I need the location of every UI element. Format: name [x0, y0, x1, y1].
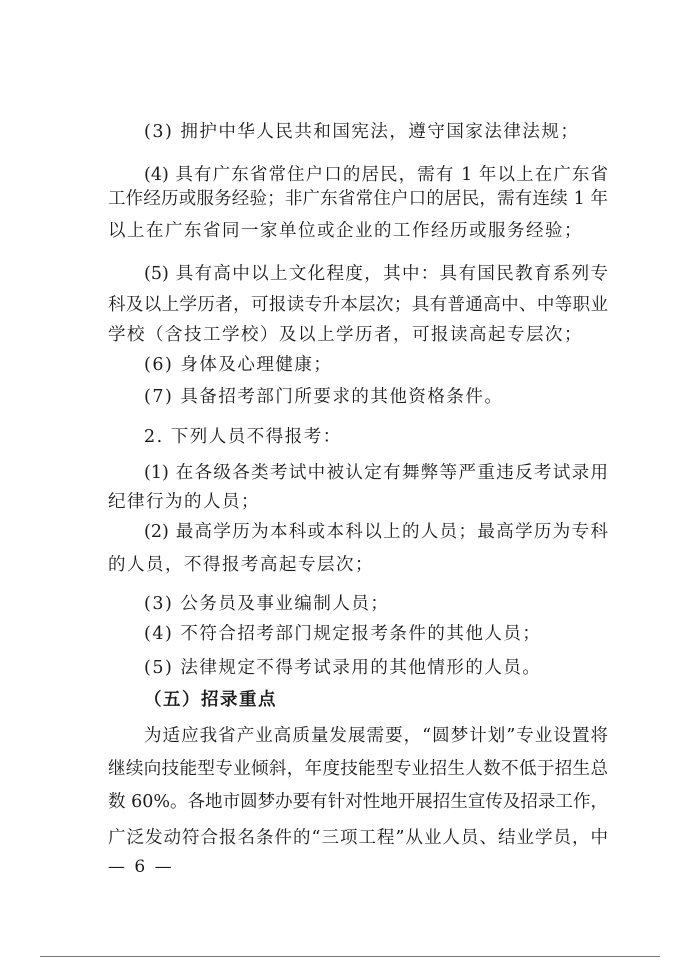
paragraph-line: (7) 具备招考部门所要求的其他资格条件。 [144, 387, 504, 407]
paragraph-line: (5) 具有高中以上文化程度，其中：具有国民教育系列专 [144, 264, 608, 284]
section-heading: （五）招录重点 [144, 690, 277, 710]
paragraph-line: (1) 在各级各类考试中被认定有舞弊等严重违反考试录用 [144, 463, 608, 483]
paragraph-line: 继续向技能型专业倾斜，年度技能型专业招生人数不低于招生总 [108, 759, 608, 779]
paragraph-line: (4) 具有广东省常住户口的居民，需有 1 年以上在广东省 [144, 165, 608, 185]
paragraph-line: 工作经历或服务经验；非广东省常住户口的居民，需有连续 1 年 [108, 189, 608, 209]
page-number: — 6 — [108, 857, 174, 877]
paragraph-line: 以上在广东省同一家单位或企业的工作经历或服务经验； [108, 221, 583, 241]
paragraph-line: (4) 不符合招考部门规定报考条件的其他人员； [144, 624, 542, 644]
paragraph-line: 广泛发动符合报名条件的“三项工程”从业人员、结业学员，中 [108, 828, 608, 848]
paragraph-line: 为适应我省产业高质量发展需要，“圆梦计划”专业设置将 [144, 726, 608, 746]
paragraph-line: 纪律行为的人员； [108, 492, 260, 512]
section-subheading: 2. 下列人员不得报考： [144, 427, 342, 447]
paragraph-line: (2) 最高学历为本科或本科以上的人员；最高学历为专科 [144, 522, 608, 542]
paragraph-line: 数 60%。各地市圆梦办要有针对性地开展招生宣传及招录工作， [108, 792, 608, 812]
bottom-divider [40, 956, 660, 957]
paragraph-line: (3) 拥护中华人民共和国宪法，遵守国家法律法规； [144, 122, 580, 142]
paragraph-line: (5) 法律规定不得考试录用的其他情形的人员。 [144, 658, 542, 678]
paragraph-line: 的人员，不得报考高起专层次； [108, 555, 374, 575]
paragraph-line: (3) 公务员及事业编制人员； [144, 594, 390, 614]
paragraph-line: 学校（含技工学校）及以上学历者，可报读高起专层次； [108, 325, 583, 345]
paragraph-line: 科及以上学历者，可报读专升本层次；具有普通高中、中等职业 [108, 295, 608, 315]
paragraph-line: (6) 身体及心理健康； [144, 355, 333, 375]
